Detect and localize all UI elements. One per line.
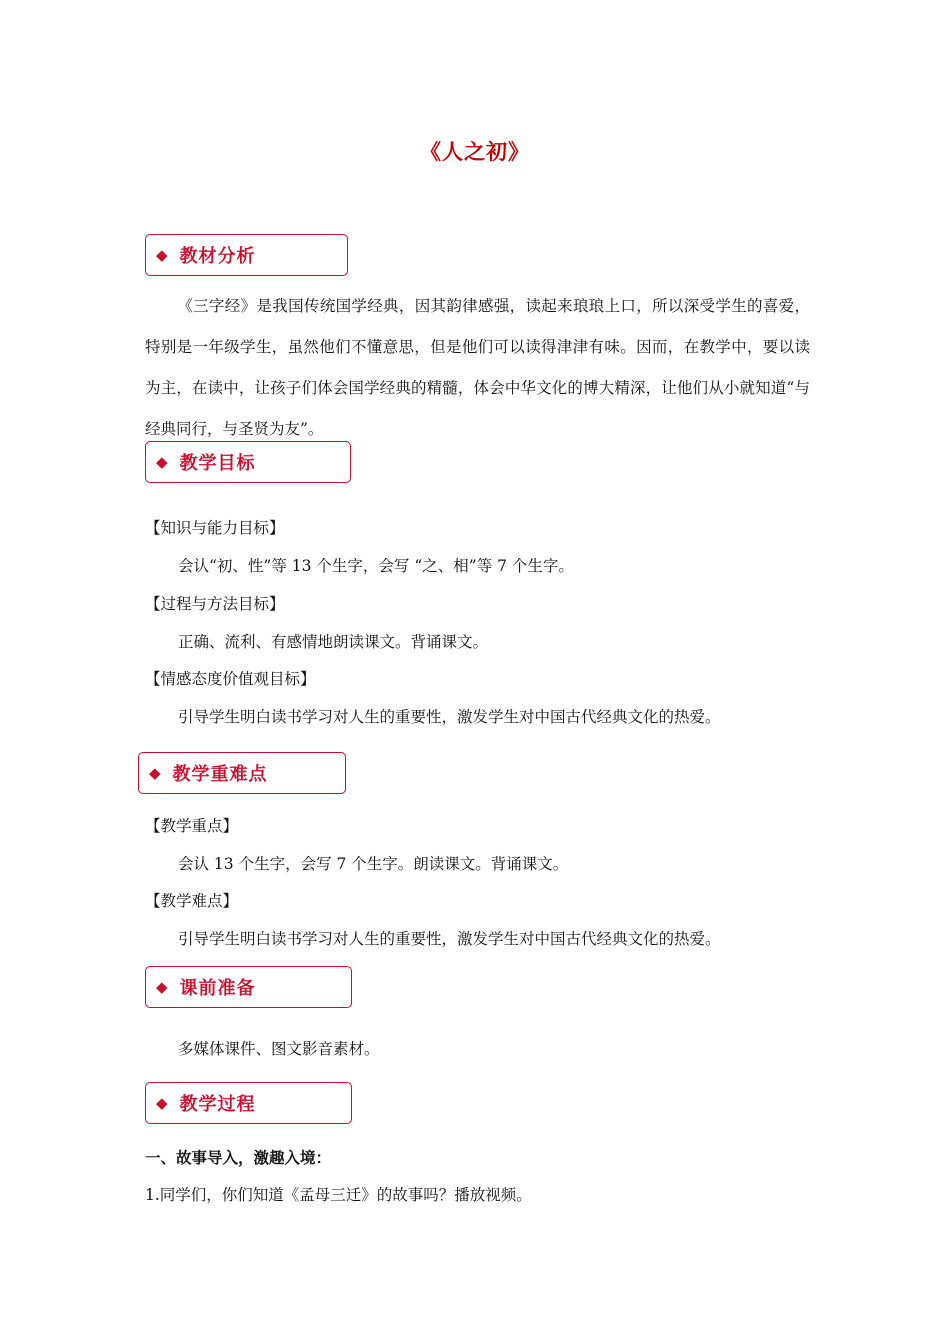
page-title: 《人之初》	[420, 140, 530, 164]
emotion-goal-text: 引导学生明白读书学习对人生的重要性，激发学生对中国古代经典文化的热爱。	[178, 708, 721, 726]
section-label: 教学重难点	[172, 764, 268, 785]
diamond-bullet-icon: ◆	[156, 246, 168, 264]
diamond-bullet-icon: ◆	[156, 1094, 168, 1112]
section-header-analysis	[145, 234, 348, 276]
section-header-prep	[145, 966, 352, 1008]
knowledge-goal-text: 会认“初、性”等 13 个生字，会写 “之、相”等 7 个生字。	[178, 557, 574, 575]
focus-heading: 【教学重点】	[145, 817, 239, 835]
diamond-bullet-icon: ◆	[156, 978, 168, 996]
process-step1-heading: 一、故事导入，激趣入境：	[145, 1149, 332, 1167]
section-label: 教学过程	[179, 1094, 256, 1115]
analysis-paragraph	[145, 286, 810, 450]
analysis-text: 《三字经》是我国传统国学经典，因其韵律感强，读起来琅琅上口，所以深受学生的喜爱，特别是一年级学生，虽然他们不懂意思，但是他们可以读得津津有味。因而，在教学中，要以读为主，在读中，让孩子们体会国学经典的精髓，体会中华文化的博大精深，让他们从小就知道“与经典同行，与圣贤为友”。	[145, 297, 810, 438]
section-label: 课前准备	[179, 978, 256, 999]
difficulty-text: 引导学生明白读书学习对人生的重要性，激发学生对中国古代经典文化的热爱。	[178, 930, 721, 948]
difficulty-heading: 【教学难点】	[145, 892, 239, 910]
section-label: 教学目标	[179, 453, 256, 474]
emotion-goal-heading: 【情感态度价值观目标】	[145, 670, 316, 688]
section-header-goals	[145, 441, 351, 483]
process-goal-text: 正确、流利、有感情地朗读课文。背诵课文。	[178, 633, 489, 651]
diamond-bullet-icon: ◆	[156, 453, 168, 471]
prep-text: 多媒体课件、图文影音素材。	[178, 1040, 380, 1058]
knowledge-goal-heading: 【知识与能力目标】	[145, 519, 285, 537]
section-header-keypoints	[138, 752, 346, 794]
section-label: 教材分析	[179, 246, 256, 267]
process-goal-heading: 【过程与方法目标】	[145, 595, 285, 613]
process-step1-item1: 1.同学们，你们知道《孟母三迁》的故事吗？播放视频。	[145, 1186, 532, 1204]
diamond-bullet-icon: ◆	[149, 764, 161, 782]
focus-text: 会认 13 个生字，会写 7 个生字。朗读课文。背诵课文。	[178, 855, 569, 873]
section-header-process	[145, 1082, 352, 1124]
